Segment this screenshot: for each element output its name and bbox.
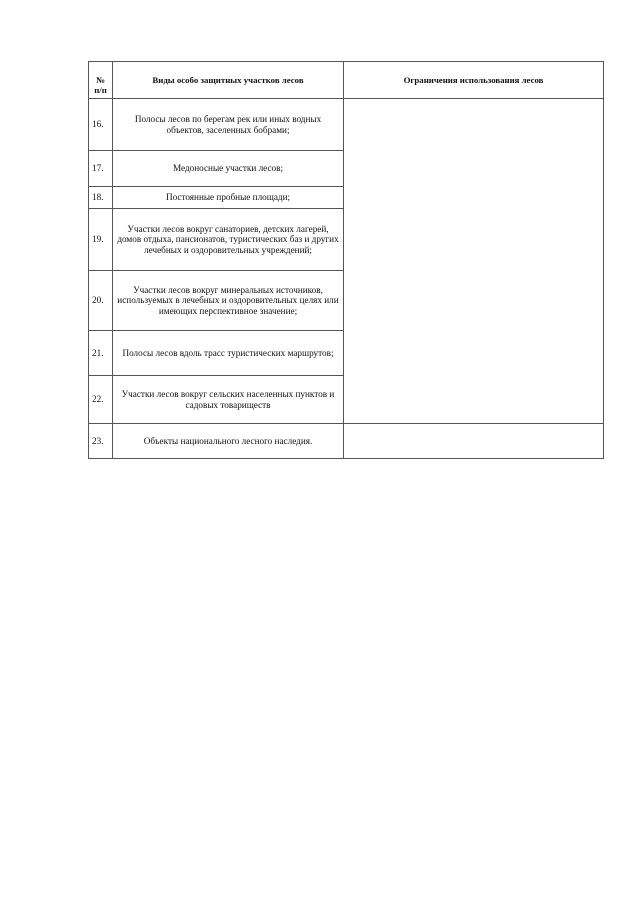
row-forest-type: Полосы лесов по берегам рек или иных водных объектов, заселенных бобрами; — [113, 99, 344, 151]
header-number-label: № п/п — [94, 75, 107, 95]
row-number: 18. — [89, 187, 113, 209]
row-number: 22. — [89, 376, 113, 424]
row-forest-type: Участки лесов вокруг сельских населенных пунктов и садовых товариществ — [113, 376, 344, 424]
table-row — [89, 424, 604, 459]
row-number: 16. — [89, 99, 113, 151]
table-header-row — [89, 62, 604, 99]
table-row — [89, 99, 604, 151]
row-forest-type: Медоносные участки лесов; — [113, 151, 344, 187]
row-forest-type: Постоянные пробные площади; — [113, 187, 344, 209]
row-forest-type: Участки лесов вокруг минеральных источников, используемых в лечебных и оздоровительных целях или имеющих перспективное значение; — [113, 271, 344, 331]
restrictions-merged-cell — [344, 99, 604, 424]
row-number: 20. — [89, 271, 113, 331]
row-number: 19. — [89, 209, 113, 271]
restrictions-last-cell — [344, 424, 604, 459]
row-number: 23. — [89, 424, 113, 459]
header-forest-type: Виды особо защитных участков лесов — [113, 62, 344, 99]
row-number: 17. — [89, 151, 113, 187]
header-restrictions: Ограничения использования лесов — [344, 62, 604, 99]
protective-forest-table — [88, 61, 604, 459]
row-forest-type: Объекты национального лесного наследия. — [113, 424, 344, 459]
header-number — [89, 62, 113, 99]
row-forest-type: Полосы лесов вдоль трасс туристических маршрутов; — [113, 331, 344, 376]
row-forest-type: Участки лесов вокруг санаториев, детских лагерей, домов отдыха, пансионатов, туристических баз и других лечебных и оздоровительных учреждений; — [113, 209, 344, 271]
row-number: 21. — [89, 331, 113, 376]
